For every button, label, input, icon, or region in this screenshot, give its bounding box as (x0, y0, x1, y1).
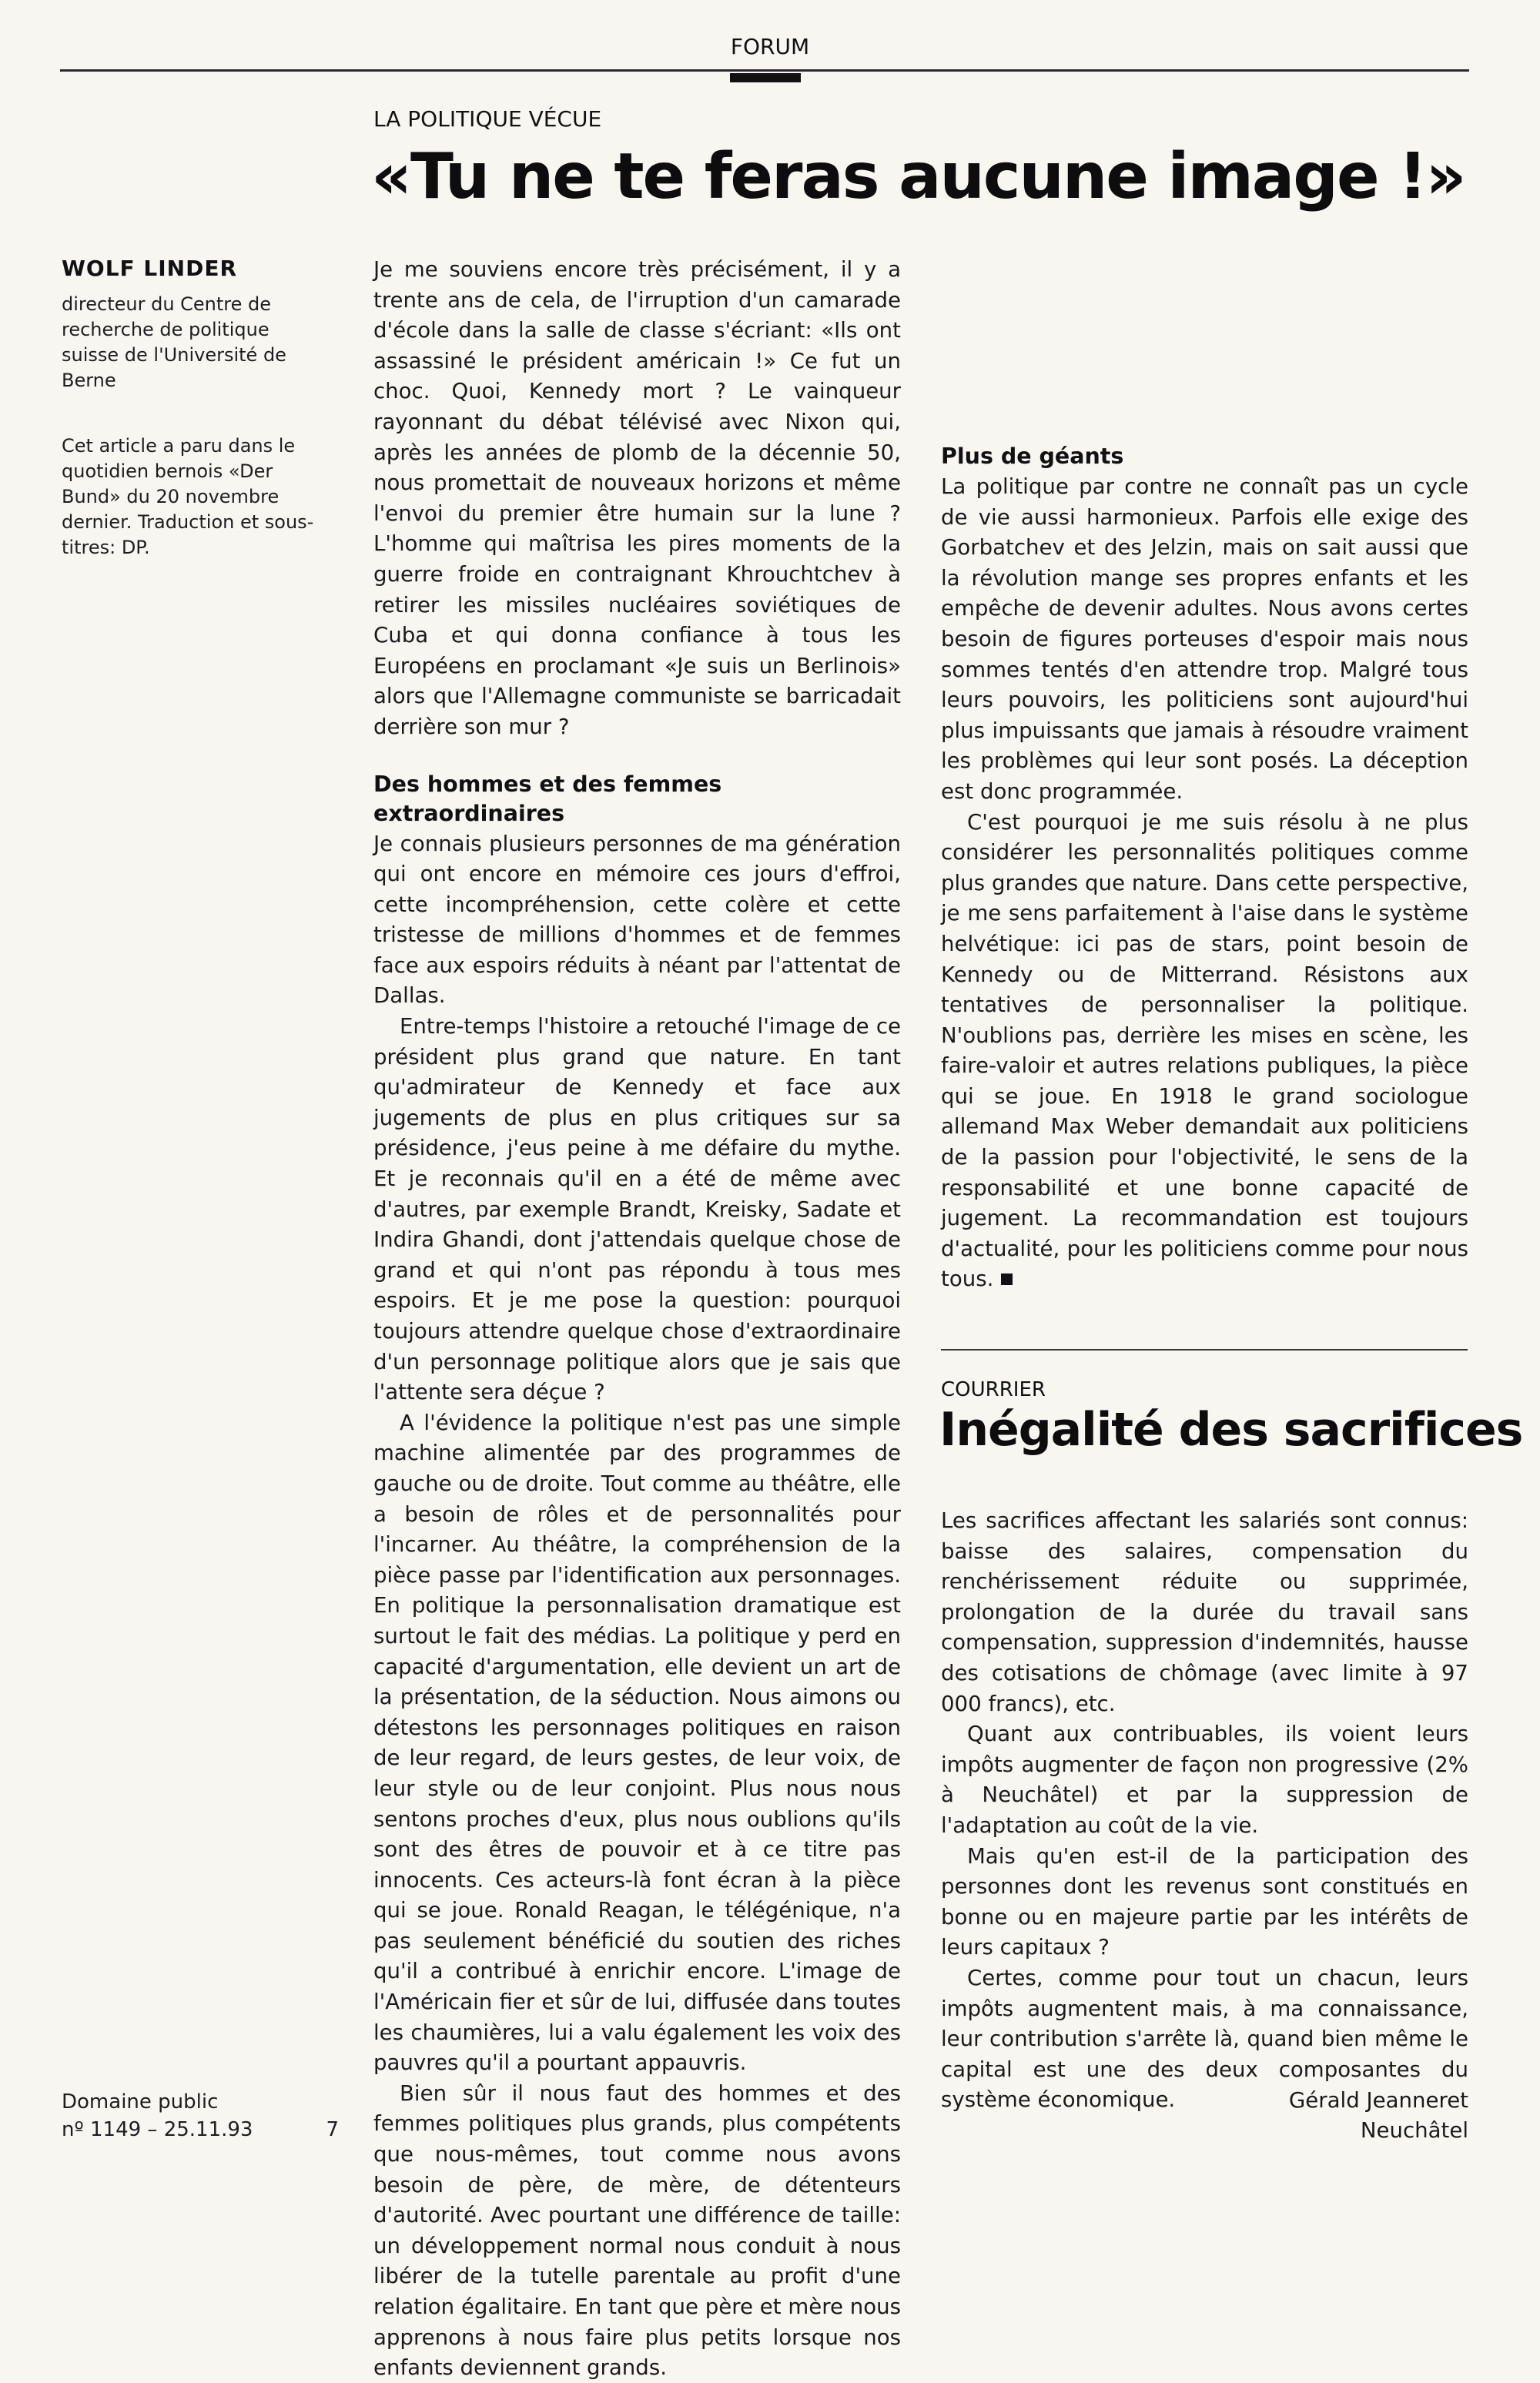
article-paragraph: La politique par contre ne connaît pas un cycle de vie aussi harmonieux. Parfois elle exige des Gorbatchev et des Jelzin, mais on sait aussi que la révolution mange ses propres enfants et les empêche de devenir adultes. Nous avons certes besoin de figures porteuses d'espoir mais nous sommes tentés d'en attendre trop. Malgré tous leurs pouvoirs, les politiciens sont aujourd'hui plus impuissants que jamais à résoudre vraiment les problèmes qui leur sont posés. La déception est donc programmée. (941, 474, 1468, 804)
author-name: WOLF LINDER (62, 256, 238, 281)
courrier-paragraph: Les sacrifices affectant les salariés sont connus: baisse des salaires, compensation du renchérissement réduite ou supprimée, prolongation de la durée du travail sans compensation, suppression d'indemnités, hausse des cotisations de chômage (avec limite à 97 000 francs), etc. (941, 1508, 1468, 1716)
courrier-headline: Inégalité des sacrifices (939, 1403, 1523, 1457)
article-paragraph-text: C'est pourquoi je me suis résolu à ne plus considérer les personnalités politiques comme plus grandes que nature. Dans cette perspective, je me sens parfaitement à l'aise dans le système helvétique: ici pas de stars, point besoin de Kennedy ou de Mitterrand. Résistons aux tentatives de personnaliser la politique. N'oublions pas, derrière les mises en scène, les faire-valoir et autres relations publiques, la pièce qui se joue. En 1918 le grand sociologue allemand Max Weber demandait aux politiciens de la passion pour l'objectivité, le sens de la responsabilité et une bonne capacité de jugement. La recommandation est toujours d'actualité, pour les politiciens comme pour nous tous. (941, 808, 1468, 1292)
article-paragraph: Bien sûr il nous faut des hommes et des femmes politiques plus grands, plus compétents que nous-mêmes, tout comme nous avons besoin de père, de mère, de détenteurs d'autorité. Avec pourtant une différence de taille: un développement normal nous conduit à nous libérer de la tutelle parentale au profit d'une relation égalitaire. En tant que père et mère nous apprenons à nous faire plus petits lorsque nos enfants deviennent grands. (373, 2080, 901, 2381)
letter-signature (941, 2085, 1468, 2145)
article-kicker: LA POLITIQUE VÉCUE (373, 106, 602, 132)
courrier-column (941, 1505, 1468, 2115)
article-paragraph: Je connais plusieurs personnes de ma génération qui ont encore en mémoire ces jours d'effroi, cette incompréhension, cette colère et cette tristesse de millions d'hommes et de femmes face aux espoirs réduits à néant par l'attentat de Dallas. (373, 830, 901, 1009)
article-subheading: Plus de géants (941, 443, 1124, 469)
author-sidebar (62, 256, 316, 561)
issue-number: nº 1149 – 25.11.93 (62, 2118, 253, 2141)
top-rule-marker (730, 73, 801, 82)
courrier-paragraph: Mais qu'en est-il de la participation des personnes dont les revenus sont constitués en bonne ou en majeure partie par les intérêts de leurs capitaux ? (941, 1842, 1468, 1960)
author-bio: directeur du Centre de recherche de politique suisse de l'Université de Berne (62, 293, 286, 391)
publication-note: Cet article a paru dans le quotidien bernois «Der Bund» du 20 novembre dernier. Traduction et sous-titres: DP. (62, 435, 314, 558)
article-headline: «Tu ne te feras aucune image !» (371, 140, 1465, 213)
page-footer (62, 2088, 339, 2144)
courrier-paragraph: Quant aux contribuables, ils voient leurs impôts augmenter de façon non progressive (2% à Neuchâtel) et par la suppression de l'adaptation au coût de la vie. (941, 1721, 1468, 1838)
publication-name: Domaine public (62, 2090, 219, 2114)
section-label: FORUM (730, 34, 810, 59)
article-column-1 (373, 254, 901, 2383)
page-number: 7 (326, 2118, 339, 2141)
article-column-2-content (941, 442, 1468, 1294)
article-subheading: Des hommes et des femmes extraordinaires (373, 771, 722, 826)
section-divider (941, 1349, 1468, 1350)
courrier-label: COURRIER (941, 1378, 1046, 1401)
courrier-paragraph: Certes, comme pour tout un chacun, leurs impôts augmentent mais, à ma connaissance, leur contribution s'arrête là, quand bien même le capital est une des deux composantes du système économique. (941, 1964, 1468, 2113)
article-paragraph (941, 807, 1468, 1295)
end-of-article-mark (1001, 1273, 1013, 1285)
signature-place: Neuchâtel (1360, 2117, 1468, 2143)
signature-name: Gérald Jeanneret (1288, 2087, 1468, 2113)
article-paragraph: Entre-temps l'histoire a retouché l'image de ce président plus grand que nature. En tant qu'admirateur de Kennedy et face aux jugements de plus en plus critiques sur sa présidence, j'eus peine à me défaire du mythe. Et je reconnais qu'il en a été de même avec d'autres, par exemple Brandt, Kreisky, Sadate et Indira Ghandi, dont j'attendais quelque chose de grand et qui n'ont pas répondu à tous mes espoirs. Et je me pose la question: pourquoi toujours attendre quelque chose d'extraordinaire d'un personnage politique alors que je sais que l'attente sera déçue ? (373, 1013, 901, 1405)
top-rule (60, 69, 1469, 72)
article-paragraph: A l'évidence la politique n'est pas une simple machine alimentée par des programmes de gauche ou de droite. Tout comme au théâtre, elle a besoin de rôles et de personnalités pour l'incarner. Au théâtre, la compréhension de la pièce passe par l'identification aux personnages. En politique la personnalisation dramatique est surtout le fait des médias. La politique y perd en capacité d'argumentation, elle devient un art de la présentation, de la séduction. Nous aimons ou détestons les personnages politiques en raison de leur regard, de leurs gestes, de leur voix, de leur style ou de leur conjoint. Plus nous nous sentons proches d'eux, plus nous oublions qu'ils sont des êtres de pouvoir et à ce titre pas innocents. Ces acteurs-là font écran à la pièce qui se joue. Ronald Reagan, le télégénique, n'a pas seulement bénéficié du soutien des riches qu'il a contribué à enrichir encore. L'image de l'Américain fier et sûr de lui, diffusée dans toutes les chaumières, lui a valu également les voix des pauvres qu'il a pourtant appauvris. (373, 1409, 901, 2076)
article-paragraph: Je me souviens encore très précisément, il y a trente ans de cela, de l'irruption d'un camarade d'école dans la salle de classe s'écriant: «Ils ont assassiné le président américain !» Ce fut un choc. Quoi, Kennedy mort ? Le vainqueur rayonnant du débat télévisé avec Nixon qui, après les années de plomb de la décennie 50, nous promettait de nouveaux horizons et même l'envoi du premier être humain sur la lune ? L'homme qui maîtrisa les pires moments de la guerre froide en contraignant Khrouchtchev à retirer les missiles nucléaires soviétiques de Cuba et qui donna confiance à tous les Européens en proclamant «Je suis un Berlinois» alors que l'Allemagne communiste se barricadait derrière son mur ? (373, 256, 901, 739)
